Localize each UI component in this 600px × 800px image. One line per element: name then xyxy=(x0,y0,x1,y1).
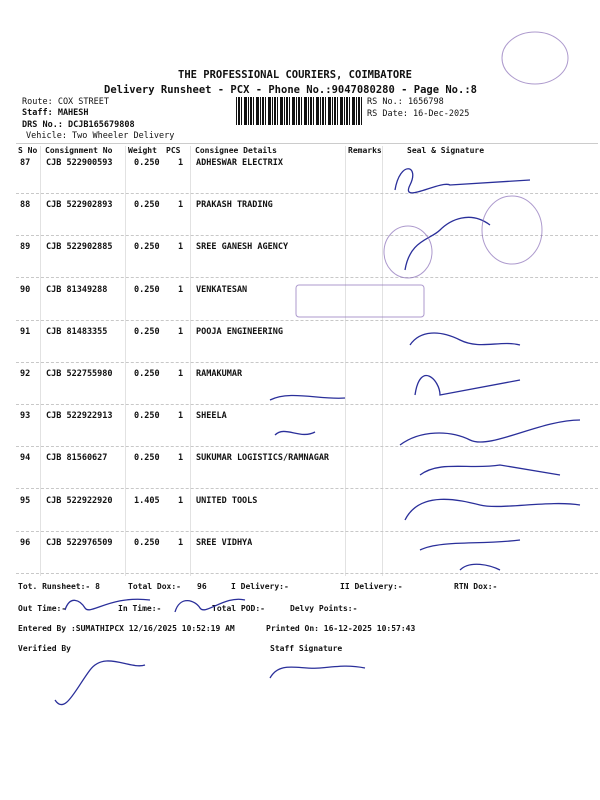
cell-pcs: 1 xyxy=(178,242,184,253)
cell-consignee: SUKUMAR LOGISTICS/RAMNAGAR xyxy=(196,453,330,464)
total-dox-value: 96 xyxy=(197,582,207,591)
row-divider xyxy=(16,404,598,405)
cell-wt: 0.250 xyxy=(134,284,160,295)
signature-92 xyxy=(415,376,520,395)
cell-cn: CJB 522976509 xyxy=(46,537,113,548)
remark-92 xyxy=(270,395,345,400)
cell-pcs: 1 xyxy=(178,158,184,168)
row-divider xyxy=(16,193,598,194)
cell-consignee: RAMAKUMAR xyxy=(196,369,243,379)
staff-signature: Staff Signature xyxy=(270,644,343,653)
ii-delivery: II Delivery:- xyxy=(340,582,403,591)
cell-cn: CJB 522922920 xyxy=(46,495,113,506)
col-consignee: Consignee Details xyxy=(195,146,277,155)
cell-pcs: 1 xyxy=(178,453,184,464)
col-seal: Seal & Signature xyxy=(407,146,485,155)
col-pcs: PCS xyxy=(166,146,181,155)
signature-87 xyxy=(395,169,530,193)
cell-pcs: 1 xyxy=(178,326,184,337)
total-pod: Total POD:- xyxy=(212,604,265,613)
cell-cn: CJB 522902893 xyxy=(46,200,113,211)
cell-cn: CJB 522755980 xyxy=(46,369,113,379)
cell-cn: CJB 522922913 xyxy=(46,411,113,422)
cell-sno: 89 xyxy=(20,242,31,253)
i-delivery: I Delivery:- xyxy=(231,582,289,591)
cell-cn: CJB 81349288 xyxy=(46,284,108,295)
drs-number: DRS No.: DCJB165679808 xyxy=(22,120,135,130)
cell-sno: 93 xyxy=(20,411,31,422)
signature-94 xyxy=(420,465,560,475)
verifier-signature xyxy=(55,661,145,705)
cell-consignee: VENKATESAN xyxy=(196,284,248,295)
cell-wt: 1.405 xyxy=(134,495,160,506)
cell-wt: 0.250 xyxy=(134,158,160,168)
cell-consignee: ADHESWAR ELECTRIX xyxy=(196,158,283,168)
ganesh-stamp xyxy=(384,226,432,278)
cell-wt: 0.250 xyxy=(134,200,160,211)
cell-wt: 0.250 xyxy=(134,242,160,253)
cell-cn: CJB 81560627 xyxy=(46,453,108,464)
cell-pcs: 1 xyxy=(178,200,184,211)
row-divider xyxy=(16,446,598,447)
rs-date: RS Date: 16-Dec-2025 xyxy=(367,109,470,119)
total-dox: Total Dox:- xyxy=(128,582,181,591)
cell-wt: 0.250 xyxy=(134,369,160,379)
cell-cn: CJB 522902885 xyxy=(46,242,113,253)
signature-91 xyxy=(410,333,520,345)
col-weight: Weight xyxy=(128,146,157,155)
cell-pcs: 1 xyxy=(178,537,184,548)
row-divider xyxy=(16,573,598,574)
signature-95 xyxy=(405,499,580,520)
route: Route: COX STREET xyxy=(22,97,109,107)
cell-wt: 0.250 xyxy=(134,537,160,548)
row-divider xyxy=(16,277,598,278)
staff: Staff: MAHESH xyxy=(22,108,89,118)
signature-96 xyxy=(420,540,520,570)
cell-consignee: SREE VIDHYA xyxy=(196,537,253,548)
venkatesan-stamp xyxy=(296,285,424,317)
cell-wt: 0.250 xyxy=(134,411,160,422)
pcx-stamp xyxy=(502,32,568,84)
cell-sno: 91 xyxy=(20,326,31,337)
printed-on: Printed On: 16-12-2025 10:57:43 xyxy=(266,624,416,633)
col-sno: S No xyxy=(18,146,38,155)
col-consignment: Consignment No xyxy=(45,146,113,155)
verified-by: Verified By xyxy=(18,644,71,653)
col-remarks: Remarks xyxy=(348,146,382,155)
trading-stamp xyxy=(482,196,542,264)
row-divider xyxy=(16,362,598,363)
vehicle: Vehicle: Two Wheeler Delivery xyxy=(26,131,175,141)
cell-sno: 96 xyxy=(20,537,31,548)
cell-consignee: POOJA ENGINEERING xyxy=(196,326,283,337)
cell-pcs: 1 xyxy=(178,495,184,506)
signature-93 xyxy=(400,420,580,445)
out-time: Out Time:- xyxy=(18,604,67,613)
cell-sno: 94 xyxy=(20,453,31,464)
cell-consignee: UNITED TOOLS xyxy=(196,495,258,506)
row-divider xyxy=(16,235,598,236)
cell-pcs: 1 xyxy=(178,284,184,295)
cell-consignee: SHEELA xyxy=(196,411,227,422)
cell-sno: 88 xyxy=(20,200,31,211)
row-divider xyxy=(16,531,598,532)
cell-pcs: 1 xyxy=(178,369,184,379)
tot-runsheet: Tot. Runsheet:- 8 xyxy=(18,582,100,591)
cell-pcs: 1 xyxy=(178,411,184,422)
cell-wt: 0.250 xyxy=(134,326,160,337)
cell-sno: 95 xyxy=(20,495,31,506)
remark-93 xyxy=(275,431,315,435)
entered-by: Entered By :SUMATHIPCX 12/16/2025 10:52:19 AM xyxy=(18,624,235,633)
cell-consignee: SREE GANESH AGENCY xyxy=(196,242,289,253)
staff-handwritten-signature xyxy=(270,666,365,678)
cell-consignee: PRAKASH TRADING xyxy=(196,200,273,211)
company-name: THE PROFESSIONAL COURIERS, COIMBATORE xyxy=(178,69,412,81)
signature-89 xyxy=(405,217,490,270)
in-time: In Time:- xyxy=(118,604,162,613)
cell-sno: 87 xyxy=(20,158,31,168)
cell-cn: CJB 81483355 xyxy=(46,326,108,337)
rtn-dox: RTN Dox:- xyxy=(454,582,498,591)
runsheet-title: Delivery Runsheet - PCX - Phone No.:9047080280 - Page No.:8 xyxy=(104,84,477,96)
rs-number: RS No.: 1656798 xyxy=(367,97,444,107)
cell-wt: 0.250 xyxy=(134,453,160,464)
cell-sno: 92 xyxy=(20,369,31,379)
delvy-points: Delvy Points:- xyxy=(290,604,358,613)
barcode xyxy=(236,97,364,125)
cell-cn: CJB 522900593 xyxy=(46,158,113,168)
row-divider xyxy=(16,488,598,489)
cell-sno: 90 xyxy=(20,284,31,295)
row-divider xyxy=(16,320,598,321)
